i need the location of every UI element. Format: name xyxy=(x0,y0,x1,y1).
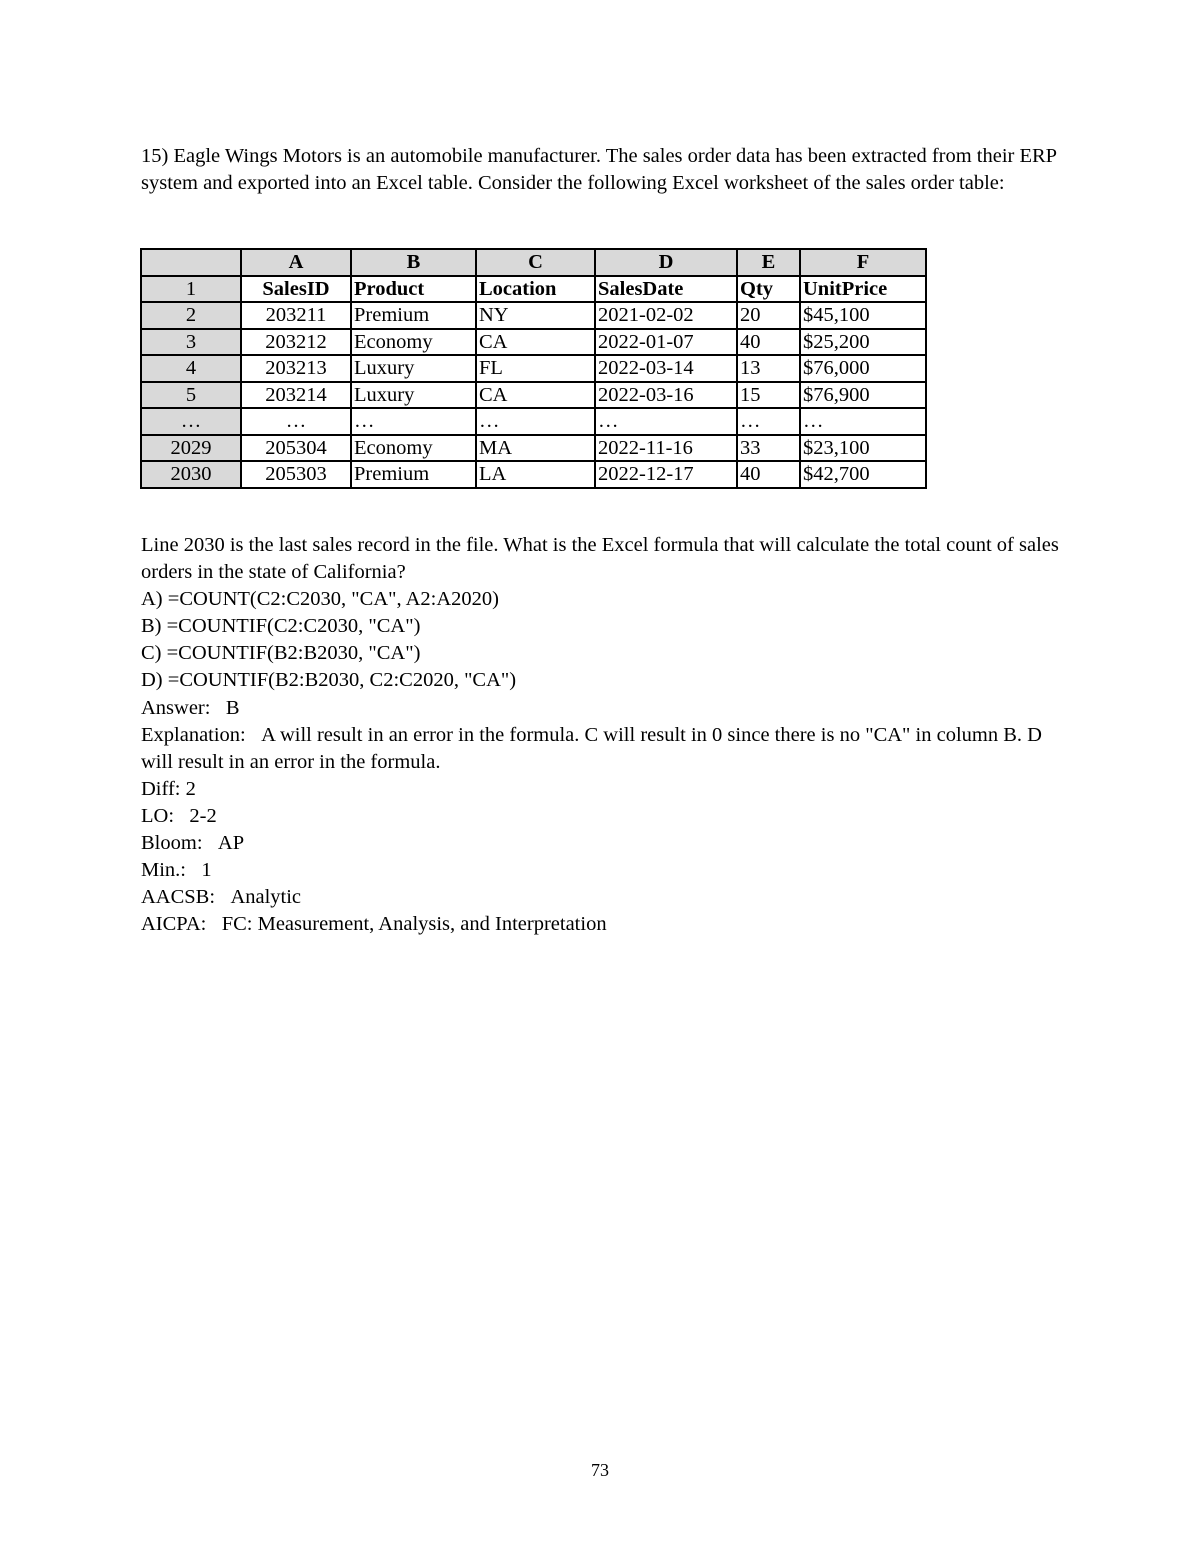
table-row xyxy=(141,302,926,329)
table-cell: CA xyxy=(476,382,595,409)
table-cell: $23,100 xyxy=(800,435,926,462)
table-cell: 33 xyxy=(737,435,800,462)
column-letter-c: C xyxy=(476,249,595,276)
table-cell: $42,700 xyxy=(800,461,926,488)
row-number: 5 xyxy=(141,382,241,409)
column-letter-b: B xyxy=(351,249,476,276)
table-cell: $76,000 xyxy=(800,355,926,382)
table-cell: 2022-03-16 xyxy=(595,382,737,409)
table-cell: 15 xyxy=(737,382,800,409)
table-cell: 203213 xyxy=(241,355,351,382)
table-cell: $45,100 xyxy=(800,302,926,329)
table-cell: 20 xyxy=(737,302,800,329)
table-cell: Economy xyxy=(351,435,476,462)
answer-value: B xyxy=(225,696,240,719)
table-cell: 2021-02-02 xyxy=(595,302,737,329)
table-cell: 203211 xyxy=(241,302,351,329)
table-cell: 203214 xyxy=(241,382,351,409)
option-d: D) =COUNTIF(B2:B2030, C2:C2020, "CA") xyxy=(141,669,517,692)
table-cell: Luxury xyxy=(351,355,476,382)
table-row xyxy=(141,329,926,356)
option-c: C) =COUNTIF(B2:B2030, "CA") xyxy=(141,642,421,665)
table-cell: Economy xyxy=(351,329,476,356)
table-row xyxy=(141,382,926,409)
table-cell: $25,200 xyxy=(800,329,926,356)
table-cell: … xyxy=(351,408,476,435)
difficulty: Diff: 2 xyxy=(141,777,196,800)
question-body xyxy=(141,532,1071,938)
column-letter-e: E xyxy=(737,249,800,276)
table-cell: … xyxy=(595,408,737,435)
aacsb-label: AACSB: xyxy=(141,886,216,909)
aacsb-line xyxy=(141,884,1071,911)
table-cell: CA xyxy=(476,329,595,356)
table-row xyxy=(141,355,926,382)
lo-line xyxy=(141,803,1071,830)
row-number: 1 xyxy=(141,276,241,303)
aicpa-value: FC: Measurement, Analysis, and Interpretation xyxy=(221,913,607,936)
min-label: Min.: xyxy=(141,859,186,882)
aicpa-label: AICPA: xyxy=(141,913,207,936)
table-header-row xyxy=(141,276,926,303)
table-cell: $76,900 xyxy=(800,382,926,409)
table-cell: … xyxy=(476,408,595,435)
table-cell: NY xyxy=(476,302,595,329)
header-cell: SalesDate xyxy=(595,276,737,303)
min-line xyxy=(141,857,1071,884)
column-letter-a: A xyxy=(241,249,351,276)
header-cell: Product xyxy=(351,276,476,303)
lo-label: LO: xyxy=(141,804,175,827)
column-letter-d: D xyxy=(595,249,737,276)
answer-line xyxy=(141,695,1071,722)
bloom-label: Bloom: xyxy=(141,832,203,855)
bloom-line xyxy=(141,830,1071,857)
page-number: 73 xyxy=(591,1460,609,1480)
lo-value: 2-2 xyxy=(189,804,217,827)
table-cell: FL xyxy=(476,355,595,382)
table-cell: LA xyxy=(476,461,595,488)
table-cell: … xyxy=(737,408,800,435)
explanation-line xyxy=(141,722,1071,776)
table-ellipsis-row xyxy=(141,408,926,435)
table-cell: 13 xyxy=(737,355,800,382)
header-cell: SalesID xyxy=(241,276,351,303)
table-cell: Premium xyxy=(351,302,476,329)
column-letter-f: F xyxy=(800,249,926,276)
table-cell: Premium xyxy=(351,461,476,488)
option-a: A) =COUNT(C2:C2030, "CA", A2:A2020) xyxy=(141,588,500,611)
table-cell: 205304 xyxy=(241,435,351,462)
explanation-label: Explanation: xyxy=(141,723,246,746)
table-cell: … xyxy=(800,408,926,435)
table-cell: Luxury xyxy=(351,382,476,409)
option-b: B) =COUNTIF(C2:C2030, "CA") xyxy=(141,615,421,638)
question-intro: 15) Eagle Wings Motors is an automobile manufacturer. The sales order data has been extracted from their ERP system and exported into an Excel table. Consider the following Excel worksheet of the sales order table: xyxy=(141,145,1057,194)
aacsb-value: Analytic xyxy=(230,886,302,909)
table-cell: 2022-01-07 xyxy=(595,329,737,356)
table-cell: 2022-12-17 xyxy=(595,461,737,488)
header-cell: Location xyxy=(476,276,595,303)
aicpa-line xyxy=(141,911,1071,938)
table-row xyxy=(141,435,926,462)
row-number: 4 xyxy=(141,355,241,382)
table-row xyxy=(141,461,926,488)
corner-cell xyxy=(141,249,241,276)
table-cell: 2022-11-16 xyxy=(595,435,737,462)
sales-order-worksheet xyxy=(140,248,927,489)
header-cell: Qty xyxy=(737,276,800,303)
row-number: 3 xyxy=(141,329,241,356)
answer-label: Answer: xyxy=(141,696,211,719)
row-number: … xyxy=(141,408,241,435)
column-letter-row xyxy=(141,249,926,276)
question-prompt: Line 2030 is the last sales record in the file. What is the Excel formula that will calculate the total count of sales orders in the state of California? xyxy=(141,534,1059,584)
min-value: 1 xyxy=(201,859,212,882)
table-cell: … xyxy=(241,408,351,435)
row-number: 2 xyxy=(141,302,241,329)
row-number: 2029 xyxy=(141,435,241,462)
table-cell: MA xyxy=(476,435,595,462)
table-cell: 205303 xyxy=(241,461,351,488)
table-cell: 203212 xyxy=(241,329,351,356)
table-cell: 40 xyxy=(737,329,800,356)
table-cell: 2022-03-14 xyxy=(595,355,737,382)
explanation-text: A will result in an error in the formula. C will result in 0 since there is no "CA" in column B. D will result in an error in the formula. xyxy=(141,723,1042,773)
table-cell: 40 xyxy=(737,461,800,488)
bloom-value: AP xyxy=(217,832,245,855)
header-cell: UnitPrice xyxy=(800,276,926,303)
row-number: 2030 xyxy=(141,461,241,488)
